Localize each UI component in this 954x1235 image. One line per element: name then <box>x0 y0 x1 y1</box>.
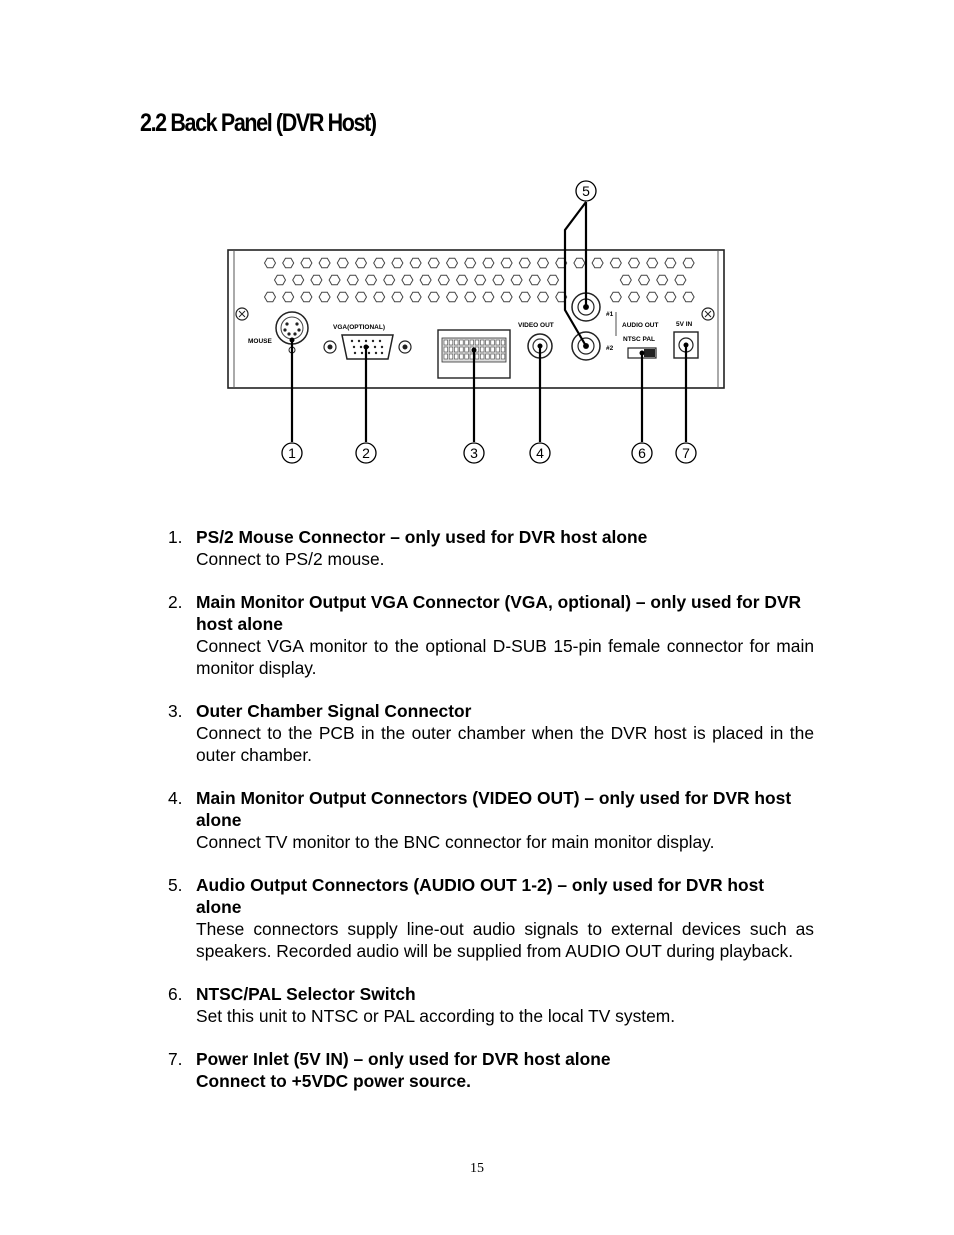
connector-pin <box>501 354 505 359</box>
audio-out-1-label: #1 <box>606 311 614 318</box>
connector-pin <box>501 347 505 352</box>
list-item <box>168 591 814 679</box>
connector-pin <box>465 354 469 359</box>
vent-hole <box>639 275 650 285</box>
connector-pin <box>449 354 453 359</box>
vent-hole <box>329 275 340 285</box>
svg-text:4: 4 <box>536 445 544 461</box>
vent-hole <box>647 258 658 268</box>
vent-hole <box>519 292 530 302</box>
callout-1-badge <box>282 443 302 463</box>
item-number: 2. <box>168 592 183 612</box>
connector-pin <box>480 354 484 359</box>
audio-out-2-label: #2 <box>606 345 614 352</box>
vent-hole <box>283 292 294 302</box>
list-item <box>168 700 814 766</box>
vent-hole <box>483 258 494 268</box>
connector-pin <box>465 340 469 345</box>
vent-hole <box>501 292 512 302</box>
vent-hole <box>428 258 439 268</box>
svg-text:7: 7 <box>682 445 690 461</box>
vent-hole <box>675 275 686 285</box>
vent-hole <box>592 258 603 268</box>
vent-hole <box>610 258 621 268</box>
item-description: Connect to the PCB in the outer chamber when the DVR host is placed in the outer chamber. <box>196 723 814 765</box>
vent-hole <box>293 275 304 285</box>
vent-hole <box>356 258 367 268</box>
vent-hole <box>475 275 486 285</box>
page-number: 15 <box>470 1161 484 1176</box>
vent-hole <box>374 258 385 268</box>
item-description: Connect VGA monitor to the optional D-SUB 15-pin female connector for main monitor display. <box>196 636 814 678</box>
mouse-label: MOUSE <box>248 338 272 345</box>
callout-7-badge <box>676 443 696 463</box>
list-item <box>168 874 814 962</box>
item-description: Connect to +5VDC power source. <box>196 1071 471 1091</box>
vent-hole <box>665 258 676 268</box>
connector-pin <box>470 340 474 345</box>
vent-hole <box>457 275 468 285</box>
vent-hole <box>574 258 585 268</box>
vent-hole <box>366 275 377 285</box>
connector-pin <box>491 347 495 352</box>
item-number: 6. <box>168 984 183 1004</box>
back-panel-diagram <box>220 170 740 480</box>
vent-hole <box>465 292 476 302</box>
vent-hole <box>665 292 676 302</box>
item-title: Power Inlet (5V IN) – only used for DVR host alone <box>196 1049 611 1069</box>
vent-hole <box>337 292 348 302</box>
item-number: 1. <box>168 527 183 547</box>
vent-hole <box>493 275 504 285</box>
vent-hole <box>629 258 640 268</box>
vent-hole <box>420 275 431 285</box>
vent-hole <box>683 258 694 268</box>
connector-pin <box>496 354 500 359</box>
audio-out-label: AUDIO OUT <box>622 322 659 329</box>
vent-hole <box>519 258 530 268</box>
vent-hole <box>374 292 385 302</box>
right-screw-icon <box>702 308 714 320</box>
vent-hole <box>275 275 286 285</box>
item-title: PS/2 Mouse Connector – only used for DVR host alone <box>196 527 648 547</box>
vent-hole <box>647 292 658 302</box>
ntsc-pal-label: NTSC PAL <box>623 336 656 343</box>
vent-hole <box>265 258 276 268</box>
page-title: 2.2 Back Panel (DVR Host) <box>140 109 376 137</box>
vent-hole <box>683 292 694 302</box>
callout-4-badge <box>530 443 550 463</box>
vent-hole <box>483 292 494 302</box>
vent-hole <box>301 292 312 302</box>
vent-hole <box>410 292 421 302</box>
connector-pin <box>496 347 500 352</box>
item-description: Set this unit to NTSC or PAL according to the local TV system. <box>196 1006 676 1026</box>
vent-hole <box>548 275 559 285</box>
item-number: 3. <box>168 701 183 721</box>
vent-hole <box>337 258 348 268</box>
connector-pin <box>491 354 495 359</box>
vent-hole <box>392 258 403 268</box>
callout-6-badge <box>632 443 652 463</box>
connector-pin <box>444 340 448 345</box>
connector-pin <box>501 340 505 345</box>
connector-pin <box>454 354 458 359</box>
vent-hole <box>319 258 330 268</box>
connector-pin <box>496 340 500 345</box>
callout-3-badge <box>464 443 484 463</box>
vent-hole <box>347 275 358 285</box>
vent-hole <box>265 292 276 302</box>
item-description: Connect TV monitor to the BNC connector for main monitor display. <box>196 832 715 852</box>
vent-hole <box>620 275 631 285</box>
vent-hole <box>428 292 439 302</box>
vent-hole <box>447 292 458 302</box>
svg-text:6: 6 <box>638 445 646 461</box>
connector-pin <box>444 354 448 359</box>
list-item <box>168 526 814 570</box>
svg-text:1: 1 <box>288 445 296 461</box>
connector-pin <box>480 340 484 345</box>
vent-hole <box>392 292 403 302</box>
vent-hole <box>283 258 294 268</box>
vent-hole <box>538 292 549 302</box>
svg-text:2: 2 <box>362 445 370 461</box>
item-title: Main Monitor Output VGA Connector (VGA, optional) – only used for DVR host alone <box>196 592 802 634</box>
list-item <box>168 787 814 853</box>
vent-hole <box>511 275 522 285</box>
vent-hole <box>447 258 458 268</box>
vent-hole <box>629 292 640 302</box>
vent-hole <box>301 258 312 268</box>
power-label: 5V IN <box>676 321 693 328</box>
item-number: 5. <box>168 875 183 895</box>
connector-pin <box>475 354 479 359</box>
item-title: NTSC/PAL Selector Switch <box>196 984 416 1004</box>
vent-hole <box>319 292 330 302</box>
connector-pin <box>460 340 464 345</box>
vent-hole <box>384 275 395 285</box>
vent-hole <box>538 258 549 268</box>
item-title: Audio Output Connectors (AUDIO OUT 1-2) – only used for DVR host alone <box>196 875 765 917</box>
svg-text:3: 3 <box>470 445 478 461</box>
connector-pin <box>486 340 490 345</box>
vent-hole <box>311 275 322 285</box>
connector-pin <box>444 347 448 352</box>
connector-pin <box>475 340 479 345</box>
item-number: 4. <box>168 788 183 808</box>
video-out-label: VIDEO OUT <box>518 322 554 329</box>
connector-pin <box>449 347 453 352</box>
item-title: Main Monitor Output Connectors (VIDEO OUT) – only used for DVR host alone <box>196 788 792 830</box>
vent-hole <box>501 258 512 268</box>
connector-pin <box>465 347 469 352</box>
vent-hole <box>438 275 449 285</box>
vent-hole <box>356 292 367 302</box>
vent-hole <box>402 275 413 285</box>
vent-hole <box>610 292 621 302</box>
vent-hole <box>657 275 668 285</box>
list-item <box>168 983 814 1027</box>
vent-hole <box>465 258 476 268</box>
connector-pin <box>491 340 495 345</box>
item-description: Connect to PS/2 mouse. <box>196 549 385 569</box>
connector-pin <box>449 340 453 345</box>
connector-pin <box>460 354 464 359</box>
left-screw-icon <box>236 308 248 320</box>
item-number: 7. <box>168 1049 183 1069</box>
callout-2-badge <box>356 443 376 463</box>
vent-hole <box>410 258 421 268</box>
connector-pin <box>460 347 464 352</box>
connector-pin <box>486 354 490 359</box>
connector-pin <box>480 347 484 352</box>
callout-5-badge <box>576 181 596 201</box>
connector-pin <box>454 340 458 345</box>
item-title: Outer Chamber Signal Connector <box>196 701 472 721</box>
connector-pin <box>454 347 458 352</box>
vga-label: VGA(OPTIONAL) <box>333 324 385 331</box>
list-item <box>168 1048 814 1092</box>
vent-hole <box>529 275 540 285</box>
connector-list <box>168 526 814 1113</box>
svg-text:5: 5 <box>582 183 590 199</box>
connector-pin <box>486 347 490 352</box>
item-description: These connectors supply line-out audio signals to external devices such as speakers. Recorded audio will be supplied from AUDIO OUT during playback. <box>196 919 814 961</box>
